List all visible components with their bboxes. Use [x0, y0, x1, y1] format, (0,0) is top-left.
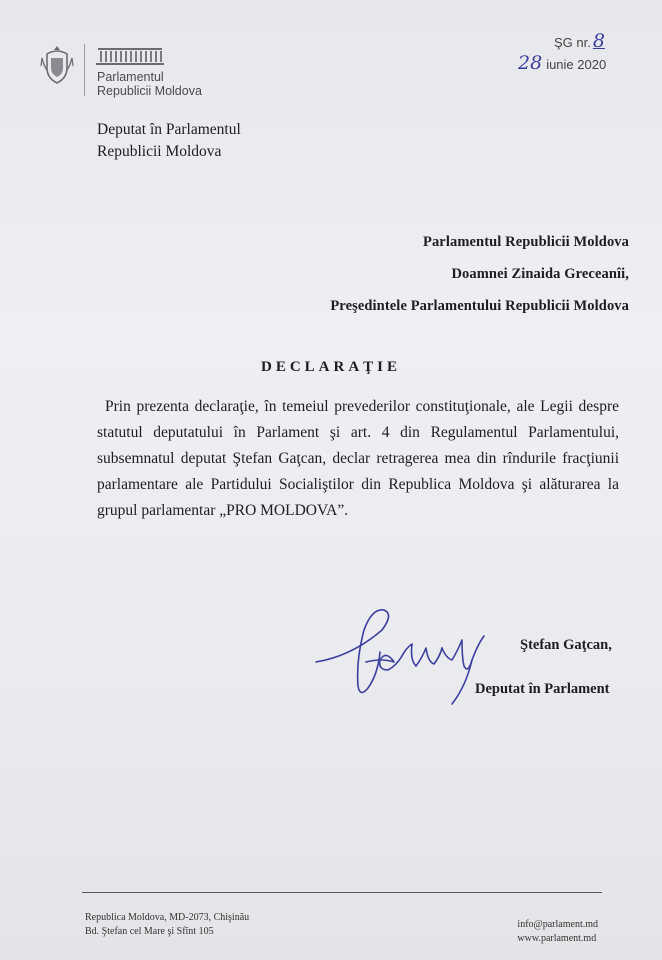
org-name-line1: Parlamentul	[97, 70, 164, 84]
registration-date	[518, 52, 606, 74]
org-name-line2: Republicii Moldova	[97, 84, 202, 98]
registration-label: ŞG nr.	[554, 35, 591, 50]
logo-divider	[84, 44, 85, 96]
registration-number	[554, 30, 605, 52]
addressee-line1: Parlamentul Republicii Moldova	[423, 234, 629, 250]
addressee-block	[330, 226, 629, 322]
handwritten-signature	[312, 600, 492, 710]
footer-email: info@parlament.md	[517, 919, 598, 930]
signer-name: Ştefan Gaţcan,	[520, 637, 612, 653]
footer-address	[85, 911, 249, 939]
parliament-building-icon	[96, 44, 164, 66]
registration-value: 8	[592, 30, 605, 52]
addressee-line3: Preşedintele Parlamentului Republicii Moldova	[330, 298, 629, 314]
coat-of-arms-icon	[40, 44, 74, 86]
sender-line2: Republicii Moldova	[97, 143, 222, 160]
footer-contacts	[517, 918, 598, 946]
addressee-line2: Doamnei Zinaida Greceanîi,	[451, 266, 629, 282]
sender-line1: Deputat în Parlamentul	[97, 121, 241, 138]
date-month-year: iunie 2020	[546, 57, 607, 72]
footer-divider	[82, 892, 602, 893]
footer-website: www.parlament.md	[517, 933, 597, 944]
signer-role: Deputat în Parlament	[475, 681, 610, 697]
declaration-body: Prin prezenta declaraţie, în temeiul prevederilor constituţionale, ale Legii despre statutul deputatului în Parlament şi art. 4 din Regulamentul Parlamentului, subsemnatul deputat Ştefan Gaţcan, declar retragerea mea din rîndurile fracţiunii parlamentare ale Partidului Socialiştilor din Republica Moldova şi alăturarea la grupul parlamentar „PRO MOLDOVA”.	[97, 398, 619, 519]
document-title: DECLARAŢIE	[260, 359, 402, 375]
footer-address-line1: Republica Moldova, MD-2073, Chişinău	[85, 912, 250, 923]
org-name	[97, 70, 202, 98]
sender-block	[97, 119, 241, 163]
footer-address-line2: Bd. Ştefan cel Mare şi Sfînt 105	[85, 926, 214, 937]
date-day: 28	[518, 52, 543, 74]
